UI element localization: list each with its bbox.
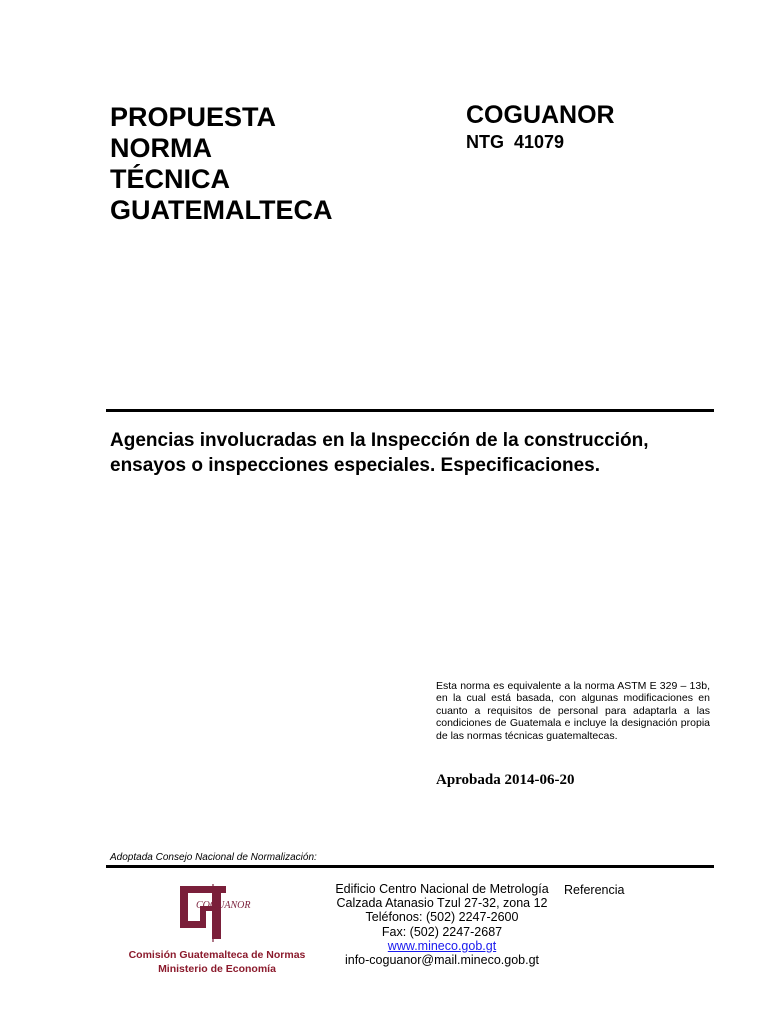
reference-label: Referencia [564,883,625,897]
title-line: TÉCNICA [110,164,230,194]
document-title [110,102,430,226]
logo-caption [112,948,322,976]
street-address: Calzada Atanasio Tzul 27-32, zona 12 [336,896,548,911]
logo-text: COGUANOR [196,900,251,911]
title-line: PROPUESTA [110,102,277,132]
title-line: GUATEMALTECA [110,195,333,225]
equivalence-note: Esta norma es equivalente a la norma ASTM E 329 – 13b, en la cual está basada, con algunas modificaciones en cuanto a requisitos de personal para adaptarla a las condiciones de Guatemala e incluye la designación propia de las normas técnicas guatemaltecas. [436,680,710,742]
building-name: Edificio Centro Nacional de Metrología [335,882,549,896]
coguanor-logo-icon [176,882,256,942]
phone-numbers: Teléfonos: (502) 2247-2600 [365,910,519,925]
title-line: NORMA [110,133,212,163]
fax-number: Fax: (502) 2247-2687 [381,924,503,939]
contact-address [326,882,558,967]
contact-email: info-coguanor@mail.mineco.gob.gt [344,953,540,968]
commission-name: Comisión Guatemalteca de Normas [128,949,306,961]
organization-block [466,100,615,153]
coguanor-logo [176,882,256,942]
website-link[interactable]: www.mineco.gob.gt [387,938,497,953]
top-divider [106,409,714,412]
norm-code: NTG 41079 [466,132,565,152]
footer-divider [106,865,714,868]
norm-subject: Agencias involucradas en la Inspección de la construcción, ensayos o inspecciones especiales. Especificaciones. [110,430,649,476]
organization-name: COGUANOR [466,101,615,129]
ministry-name: Ministerio de Economía [158,963,276,975]
approval-date: Aprobada 2014-06-20 [436,772,575,788]
adopted-by-label: Adoptada Consejo Nacional de Normalización: [110,852,317,863]
